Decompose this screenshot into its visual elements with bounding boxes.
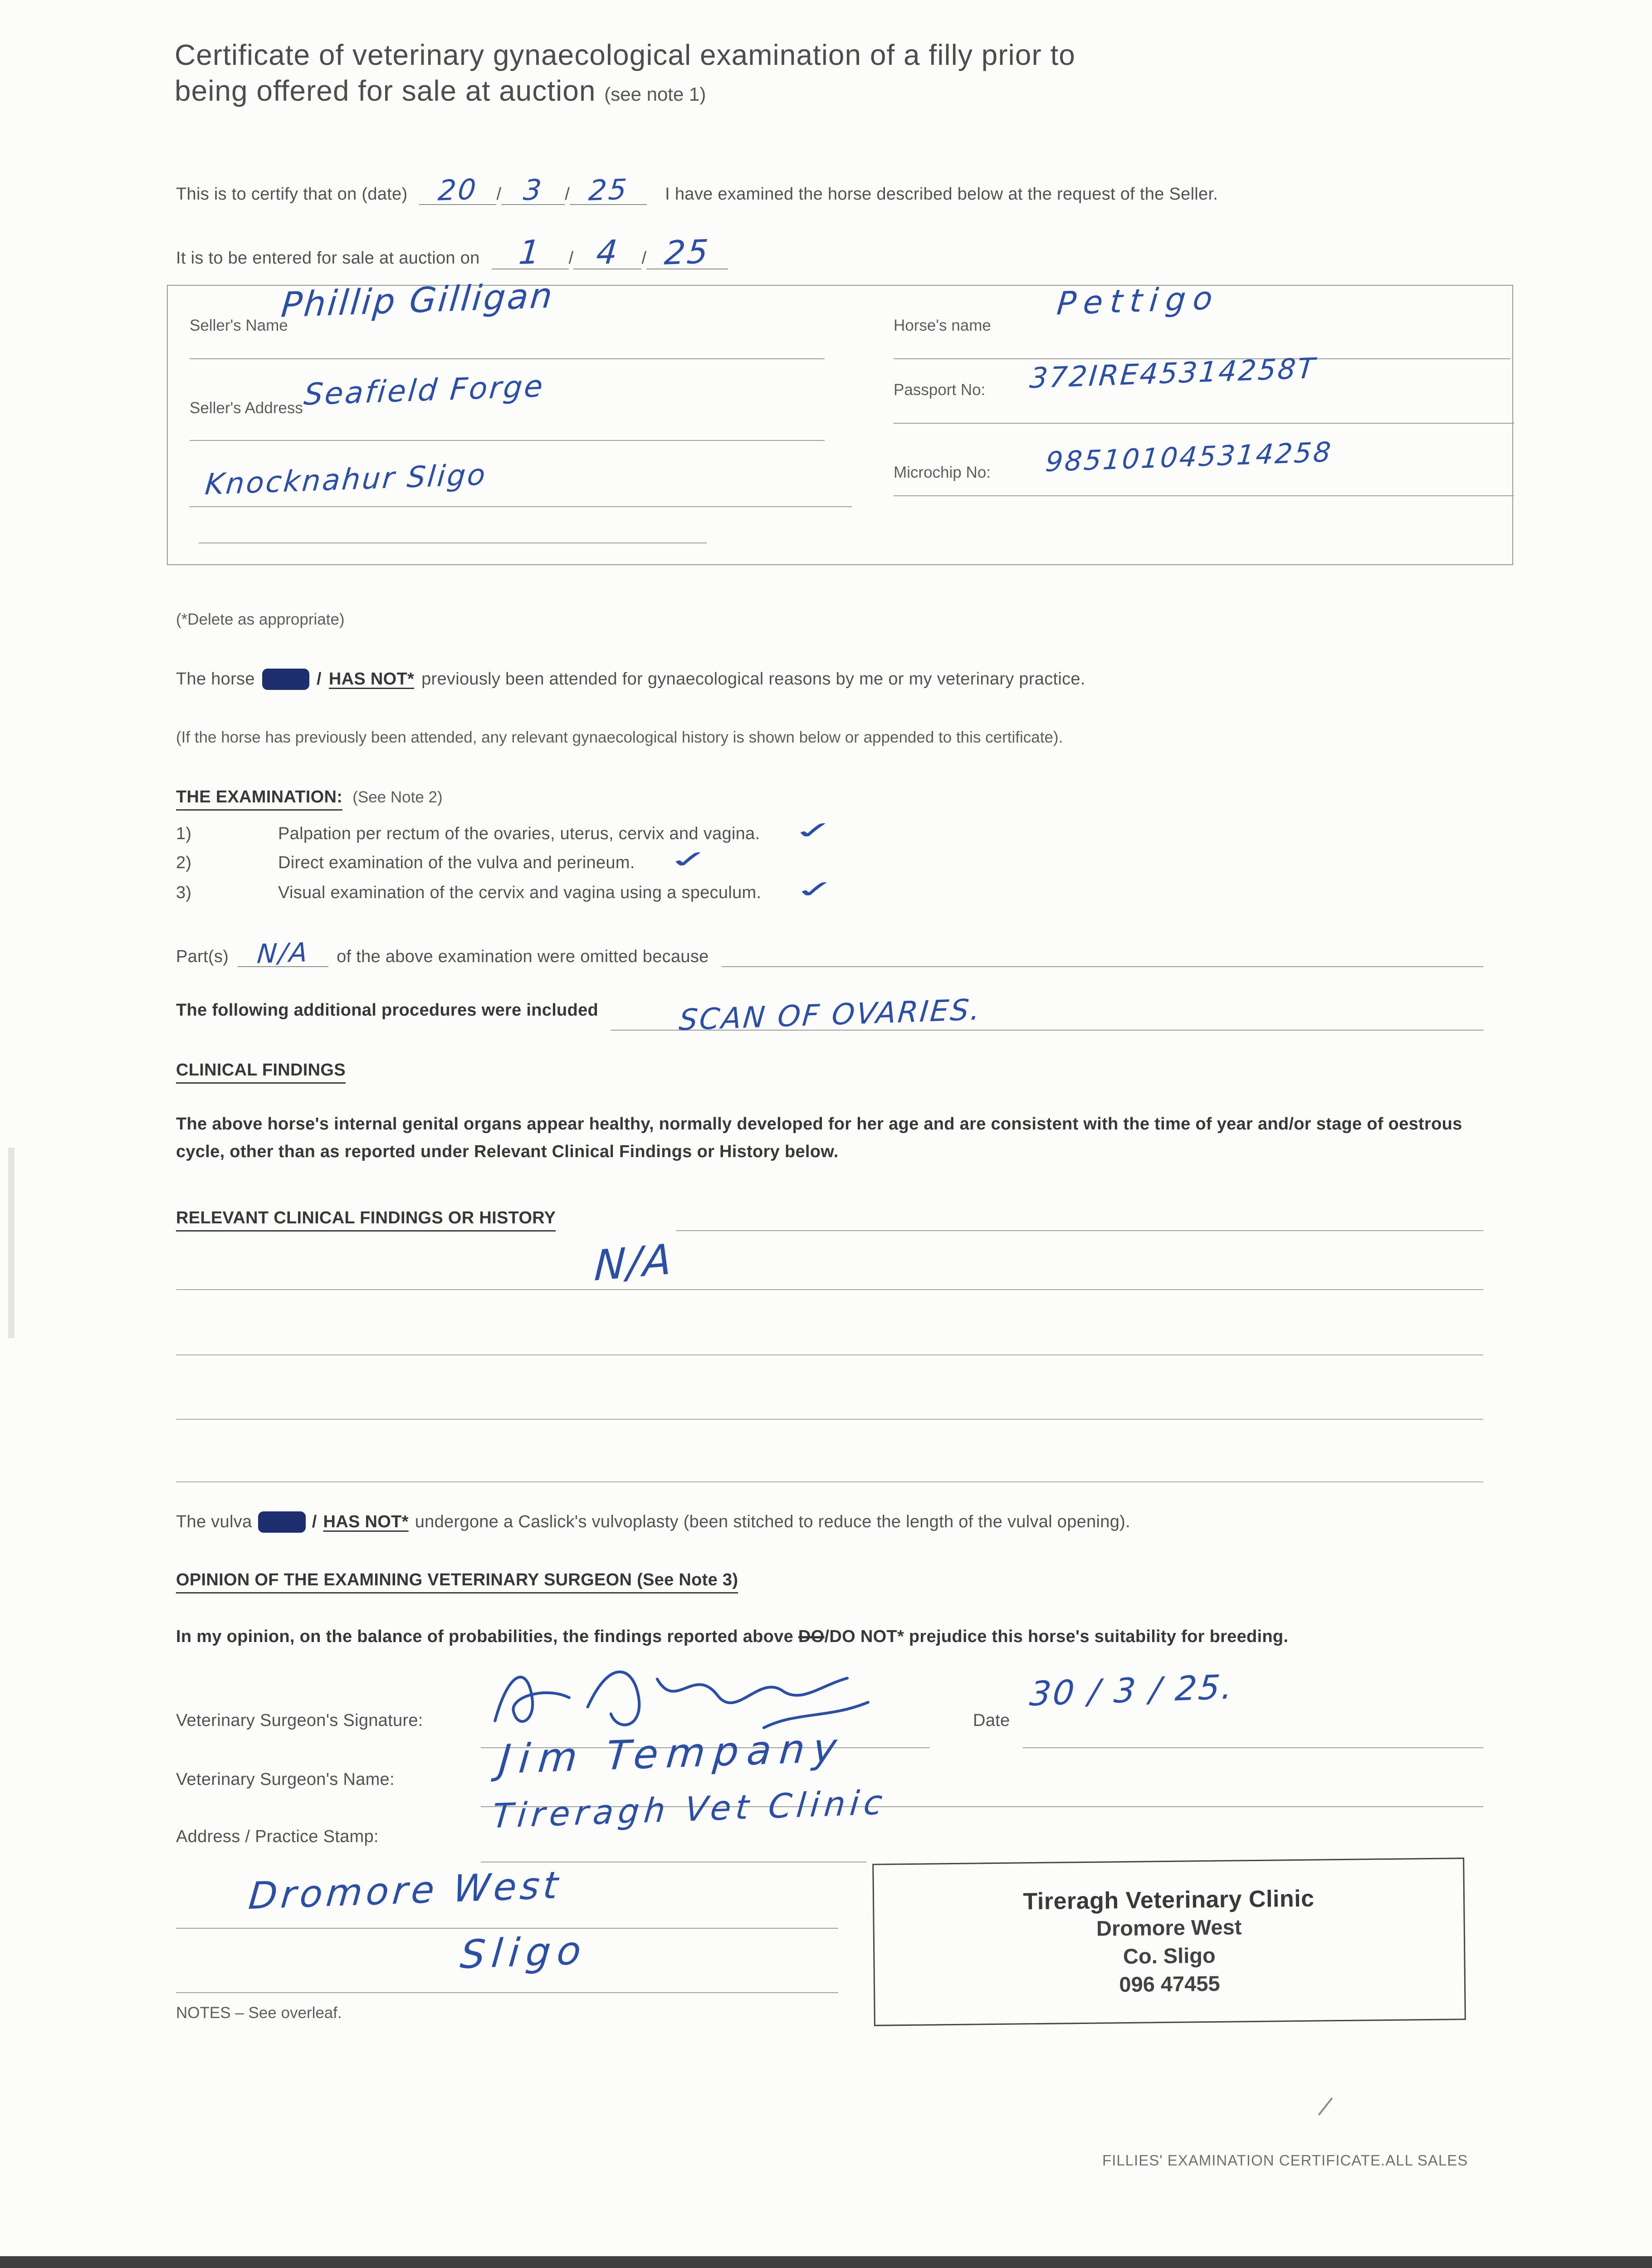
seller-details-box: [167, 275, 1513, 565]
item-number: 1): [176, 824, 192, 843]
vet-name-value: Jim Tempany: [497, 1724, 847, 1783]
auction-date-year-field: [646, 232, 728, 272]
opinion-post: prejudice this horse's suitability for breeding.: [909, 1627, 1289, 1646]
attended-line: [176, 669, 1085, 690]
attended-has-struck: HAS: [262, 669, 309, 690]
slash-icon: /: [565, 185, 570, 204]
opinion-do-struck: DO: [798, 1627, 825, 1646]
auction-date-month-field: [573, 232, 641, 272]
tick-icon: ✓: [664, 846, 714, 874]
stray-pen-mark: [1318, 2097, 1333, 2116]
practice-address-line2: Dromore West: [247, 1863, 563, 1918]
opinion-sep: /: [824, 1627, 830, 1646]
ruled-line: [676, 1230, 1483, 1231]
item-number: 3): [176, 883, 192, 902]
omitted-value: N/A: [255, 936, 311, 970]
microchip-value: 985101045314258: [1044, 436, 1334, 479]
footer-text: FILLIES' EXAMINATION CERTIFICATE.ALL SALES: [1102, 2152, 1468, 2169]
vet-name-label: Veterinary Surgeon's Name:: [176, 1770, 395, 1789]
examination-item: [176, 816, 840, 845]
item-text: Visual examination of the cervix and vagina using a speculum.: [278, 883, 762, 902]
ruled-line: [176, 1481, 1483, 1482]
signature-date-value: 30 / 3 / 25.: [1028, 1667, 1236, 1714]
seller-name-value: Phillip Gilligan: [279, 275, 556, 325]
clinical-findings-text: The above horse's internal genital organs appear healthy, normally developed for her age and are consistent with the time of year and/or stage of oestrous cycle, other than as reported under Relevant Clinical Findings or History below.: [176, 1114, 1462, 1161]
auction-date-day-field: [492, 232, 569, 272]
omitted-post: of the above examination were omitted because: [337, 947, 709, 966]
item-text: Palpation per rectum of the ovaries, uterus, cervix and vagina.: [278, 824, 760, 843]
vulva-pre: The vulva: [176, 1512, 252, 1531]
omitted-line: [176, 936, 1483, 970]
certify-post: I have examined the horse described below at the request of the Seller.: [665, 185, 1218, 204]
ruled-line: [190, 440, 825, 441]
stamp-address-line1: Dromore West: [1096, 1915, 1242, 1941]
practice-address-line3: Sligo: [458, 1927, 589, 1978]
seller-address-line1-value: Seafield Forge: [302, 368, 546, 412]
slash-icon: /: [568, 249, 574, 268]
seller-address-label: Seller's Address: [190, 399, 303, 417]
clinical-heading-wrap: [176, 1061, 346, 1084]
date-label: Date: [973, 1711, 1010, 1730]
ruled-line: [176, 1289, 1483, 1290]
page-title-line2-text: being offered for sale at auction: [175, 74, 596, 108]
stamp-clinic-name: Tireragh Veterinary Clinic: [1023, 1885, 1315, 1915]
attended-sep: /: [317, 670, 322, 689]
attended-post: previously been attended for gynaecological reasons by me or my veterinary practice.: [421, 670, 1085, 689]
certify-pre: This is to certify that on (date): [176, 185, 408, 204]
opinion-heading: OPINION OF THE EXAMINING VETERINARY SURGEON (See Note 3): [176, 1570, 738, 1593]
item-text: Direct examination of the vulva and perineum.: [278, 853, 635, 872]
additional-field: [611, 993, 1483, 1037]
slash-icon: /: [496, 185, 502, 204]
tick-icon: ✓: [789, 816, 840, 845]
notes-overleaf: NOTES – See overleaf.: [176, 2004, 342, 2022]
page-title-note: (see note 1): [604, 83, 706, 105]
vulva-sep: /: [312, 1512, 317, 1531]
clinical-findings-heading: CLINICAL FINDINGS: [176, 1061, 346, 1084]
vulva-has-struck: HAS: [258, 1511, 305, 1533]
auction-date-day-value: 1: [517, 232, 543, 272]
additional-procedures-line: [176, 993, 1483, 1037]
omitted-pre: Part(s): [176, 947, 229, 966]
vulva-line: [176, 1511, 1130, 1533]
omitted-field: [238, 936, 328, 970]
page-title-line1: Certificate of veterinary gynaecological examination of a filly prior to: [175, 39, 1075, 71]
stamp-address-line2: Co. Sligo: [1123, 1943, 1216, 1969]
relevant-findings-value: N/A: [593, 1234, 675, 1291]
examination-heading: THE EXAMINATION:: [176, 787, 342, 811]
exam-date-day-field: [419, 172, 496, 207]
practice-address-line1: Tireragh Vet Clinic: [490, 1783, 889, 1836]
attended-has-not: HAS NOT*: [328, 670, 415, 689]
exam-date-month-field: [501, 173, 565, 207]
stamp-phone: 096 47455: [1119, 1971, 1220, 1997]
additional-label: The following additional procedures were included: [176, 1001, 599, 1020]
blank-line: [722, 949, 1483, 967]
ruled-line: [176, 1419, 1483, 1420]
auction-date-month-value: 4: [594, 232, 621, 272]
attended-pre: The horse: [176, 670, 255, 689]
exam-date-year-field: [570, 172, 647, 207]
certify-line: [176, 172, 1218, 207]
examination-heading-row: [176, 787, 443, 811]
ruled-line: [176, 1354, 1483, 1355]
seller-address-line2-value: Knocknahur Sligo: [203, 458, 489, 502]
scan-edge-bar: [0, 2256, 1652, 2268]
opinion-do-not: DO NOT*: [829, 1627, 904, 1646]
additional-value: SCAN OF OVARIES.: [677, 993, 983, 1037]
tick-icon: ✓: [790, 875, 841, 904]
ruled-line: [190, 506, 852, 507]
vulva-has-not: HAS NOT*: [323, 1512, 409, 1531]
ruled-line: [176, 1928, 838, 1929]
veterinary-clinic-stamp: [872, 1857, 1466, 2026]
item-number: 2): [176, 853, 192, 872]
page-title: [175, 37, 1558, 109]
passport-value: 372IRE45314258T: [1028, 351, 1318, 395]
seller-name-label: Seller's Name: [190, 317, 288, 334]
delete-note: (*Delete as appropriate): [176, 611, 345, 628]
ruled-line: [894, 423, 1514, 424]
signature-label: Veterinary Surgeon's Signature:: [176, 1711, 423, 1730]
ruled-line: [176, 1992, 838, 1993]
opinion-pre: In my opinion, on the balance of probabilities, the findings reported above: [176, 1627, 794, 1646]
vulva-post: undergone a Caslick's vulvoplasty (been stitched to reduce the length of the vulval opening).: [415, 1512, 1130, 1531]
horse-name-label: Horse's name: [894, 317, 991, 334]
relevant-findings-heading: RELEVANT CLINICAL FINDINGS OR HISTORY: [176, 1208, 556, 1232]
exam-date-month-value: 3: [522, 173, 545, 207]
examination-heading-note: (See Note 2): [352, 788, 443, 806]
scan-smudge: [8, 1148, 15, 1338]
auction-line: [176, 232, 728, 272]
auction-pre: It is to be entered for sale at auction on: [176, 249, 480, 268]
page-title-line2: [175, 73, 1558, 109]
ruled-line: [894, 495, 1514, 496]
relevant-heading-wrap: [176, 1208, 556, 1232]
slash-icon: /: [641, 249, 647, 268]
ruled-line: [190, 358, 825, 359]
history-note: (If the horse has previously been attended, any relevant gynaecological history is shown below or appended to this certificate).: [176, 728, 1063, 746]
ruled-line: [1023, 1747, 1483, 1748]
auction-date-year-value: 25: [663, 232, 712, 272]
opinion-heading-wrap: [176, 1570, 738, 1593]
exam-date-year-value: 25: [587, 172, 630, 207]
passport-label: Passport No:: [894, 381, 986, 399]
examination-item: [176, 875, 841, 904]
horse-name-value: Pettigo: [1055, 279, 1222, 323]
exam-date-day-value: 20: [436, 172, 479, 207]
examination-item: [176, 846, 714, 874]
practice-stamp-label: Address / Practice Stamp:: [176, 1827, 379, 1846]
microchip-label: Microchip No:: [894, 464, 991, 481]
